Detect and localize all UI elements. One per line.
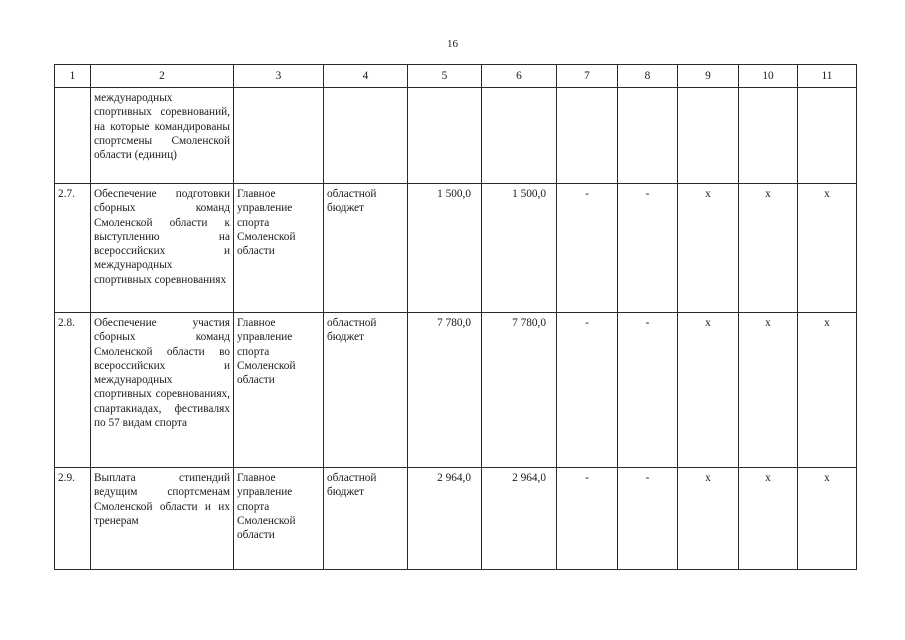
table-row [55, 88, 857, 184]
item-amount-total: 1 500,0 [408, 184, 482, 313]
item-cell: x [678, 313, 739, 468]
program-table [54, 64, 857, 570]
item-executor: Главное управление спорта Смоленской области [234, 184, 324, 313]
item-number [55, 88, 91, 184]
item-cell [678, 88, 739, 184]
item-name: Обеспечение подготовки сборных команд Смоленской области к выступлению на всероссийских и международных спортивных соревнованиях [91, 184, 234, 313]
item-amount-year: 1 500,0 [482, 184, 557, 313]
item-cell [798, 88, 857, 184]
item-cell: - [557, 313, 618, 468]
item-cell: x [739, 313, 798, 468]
column-header: 9 [678, 65, 739, 88]
item-amount-year: 2 964,0 [482, 468, 557, 570]
table-row [55, 468, 857, 570]
column-header: 10 [739, 65, 798, 88]
column-header: 4 [324, 65, 408, 88]
item-cell: x [798, 184, 857, 313]
item-amount-year [482, 88, 557, 184]
column-header: 7 [557, 65, 618, 88]
item-number: 2.7. [55, 184, 91, 313]
item-executor [234, 88, 324, 184]
page-number: 16 [447, 38, 458, 50]
item-cell [618, 88, 678, 184]
table-row [55, 184, 857, 313]
item-cell: x [678, 468, 739, 570]
item-cell: - [618, 468, 678, 570]
item-amount-year: 7 780,0 [482, 313, 557, 468]
column-header: 3 [234, 65, 324, 88]
item-cell: x [739, 468, 798, 570]
column-header: 2 [91, 65, 234, 88]
column-header: 8 [618, 65, 678, 88]
item-cell: - [618, 313, 678, 468]
item-cell: x [798, 313, 857, 468]
item-source: областной бюджет [324, 184, 408, 313]
item-cell: - [557, 468, 618, 570]
item-cell [739, 88, 798, 184]
item-source: областной бюджет [324, 313, 408, 468]
item-number: 2.9. [55, 468, 91, 570]
item-executor: Главное управление спорта Смоленской области [234, 468, 324, 570]
item-source: областной бюджет [324, 468, 408, 570]
table-row [55, 313, 857, 468]
column-header: 11 [798, 65, 857, 88]
item-cell [557, 88, 618, 184]
item-amount-total: 7 780,0 [408, 313, 482, 468]
item-amount-total: 2 964,0 [408, 468, 482, 570]
column-header: 1 [55, 65, 91, 88]
item-amount-total [408, 88, 482, 184]
item-cell: - [618, 184, 678, 313]
item-name: Обеспечение участия сборных команд Смоленской области во всероссийских и международных спортивных соревнованиях, спартакиадах, фестивалях по 57 видам спорта [91, 313, 234, 468]
item-executor: Главное управление спорта Смоленской области [234, 313, 324, 468]
item-number: 2.8. [55, 313, 91, 468]
item-name: Выплата стипендий ведущим спортсменам Смоленской области и их тренерам [91, 468, 234, 570]
item-name: международных спортивных соревнований, на которые командированы спортсмены Смоленской области (единиц) [91, 88, 234, 184]
item-cell: x [739, 184, 798, 313]
column-number-row [55, 65, 857, 88]
item-source [324, 88, 408, 184]
item-cell: x [798, 468, 857, 570]
column-header: 6 [482, 65, 557, 88]
item-cell: - [557, 184, 618, 313]
column-header: 5 [408, 65, 482, 88]
item-cell: x [678, 184, 739, 313]
